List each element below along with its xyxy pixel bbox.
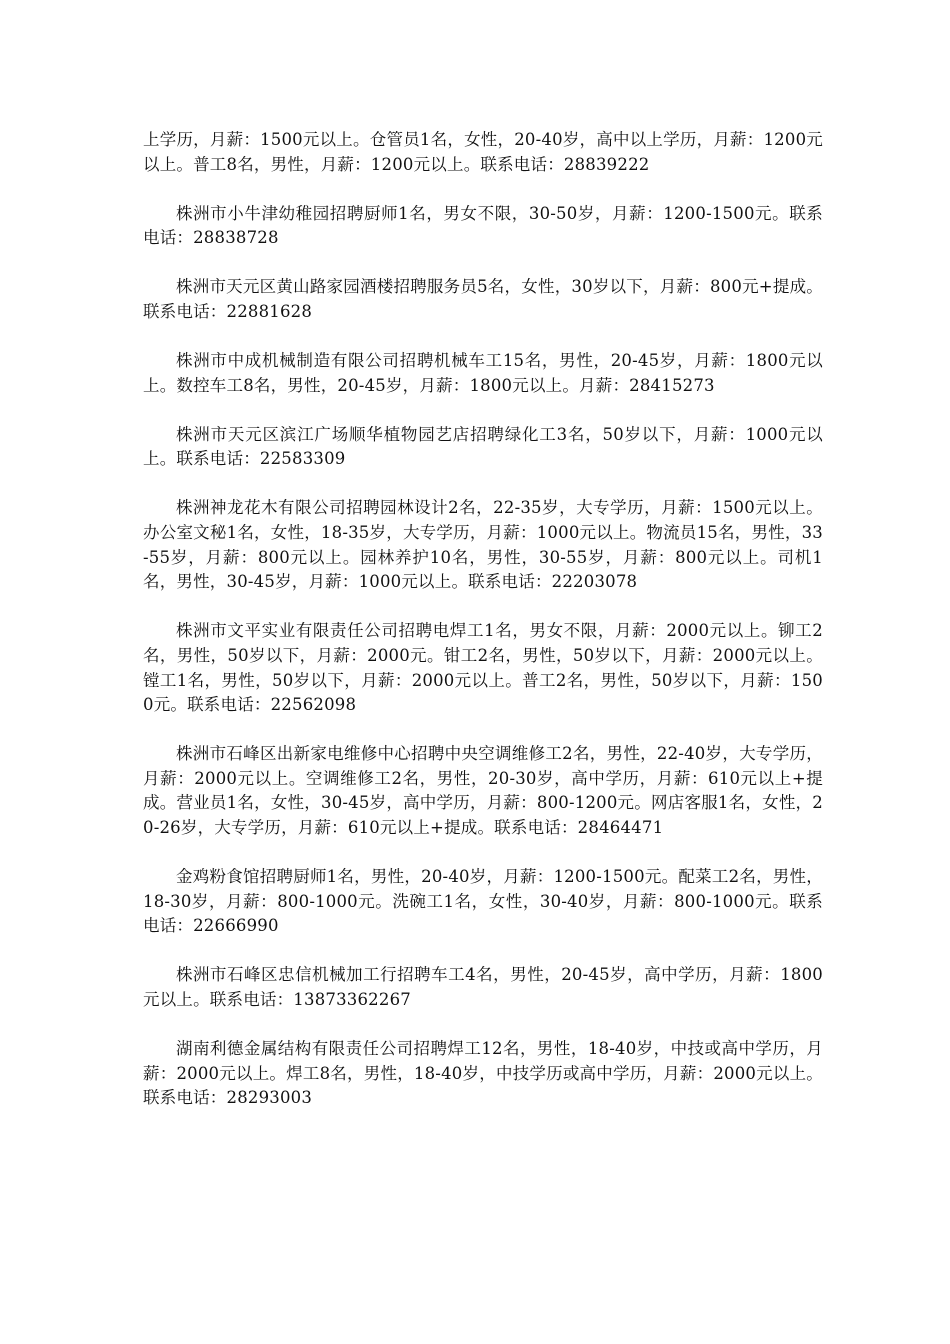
paragraph: 金鸡粉食馆招聘厨师1名，男性，20-40岁，月薪：1200-1500元。配菜工2名，男性，18-30岁，月薪：800-1000元。洗碗工1名，女性，30-40岁，月薪：800-1000元。联系电话：22666990 — [143, 867, 823, 936]
paragraph-continued: 上学历，月薪：1500元以上。仓管员1名，女性，20-40岁，高中以上学历，月薪：1200元以上。普工8名，男性，月薪：1200元以上。联系电话：28839222 — [143, 130, 823, 174]
document-body — [143, 128, 823, 1135]
paragraph: 株洲神龙花木有限公司招聘园林设计2名，22-35岁，大专学历，月薪：1500元以上。办公室文秘1名，女性，18-35岁，大专学历，月薪：1000元以上。物流员15名，男性，33-55岁，月薪：800元以上。园林养护10名，男性，30-55岁，月薪：800元以上。司机1名，男性，30-45岁，月薪：1000元以上。联系电话：22203078 — [143, 498, 823, 592]
paragraph: 株洲市中成机械制造有限公司招聘机械车工15名，男性，20-45岁，月薪：1800元以上。数控车工8名，男性，20-45岁，月薪：1800元以上。月薪：28415273 — [143, 351, 823, 395]
paragraph: 株洲市文平实业有限责任公司招聘电焊工1名，男女不限，月薪：2000元以上。铆工2名，男性，50岁以下，月薪：2000元。钳工2名，男性，50岁以下，月薪：2000元以上。镗工1名，男性，50岁以下，月薪：2000元以上。普工2名，男性，50岁以下，月薪：1500元。联系电话：22562098 — [143, 621, 823, 715]
paragraph: 株洲市小牛津幼稚园招聘厨师1名，男女不限，30-50岁，月薪：1200-1500元。联系电话：28838728 — [143, 203, 823, 248]
paragraph: 株洲市石峰区忠信机械加工行招聘车工4名，男性，20-45岁，高中学历，月薪：1800元以上。联系电话：13873362267 — [143, 965, 823, 1009]
paragraph: 株洲市石峰区出新家电维修中心招聘中央空调维修工2名，男性，22-40岁，大专学历，月薪：2000元以上。空调维修工2名，男性，20-30岁，高中学历，月薪：610元以上+提成。营业员1名，女性，30-45岁，高中学历，月薪：800-1200元。网店客服1名，女性，20-26岁，大专学历，月薪：610元以上+提成。联系电话：28464471 — [143, 744, 823, 837]
paragraph: 株洲市天元区滨江广场顺华植物园艺店招聘绿化工3名，50岁以下，月薪：1000元以上。联系电话：22583309 — [143, 424, 823, 469]
paragraph: 株洲市天元区黄山路家园酒楼招聘服务员5名，女性，30岁以下，月薪：800元+提成。联系电话：22881628 — [143, 277, 823, 321]
paragraph: 湖南利德金属结构有限责任公司招聘焊工12名，男性，18-40岁，中技或高中学历，月薪：2000元以上。焊工8名，男性，18-40岁，中技学历或高中学历，月薪：2000元以上。联系电话：28293003 — [143, 1039, 823, 1108]
